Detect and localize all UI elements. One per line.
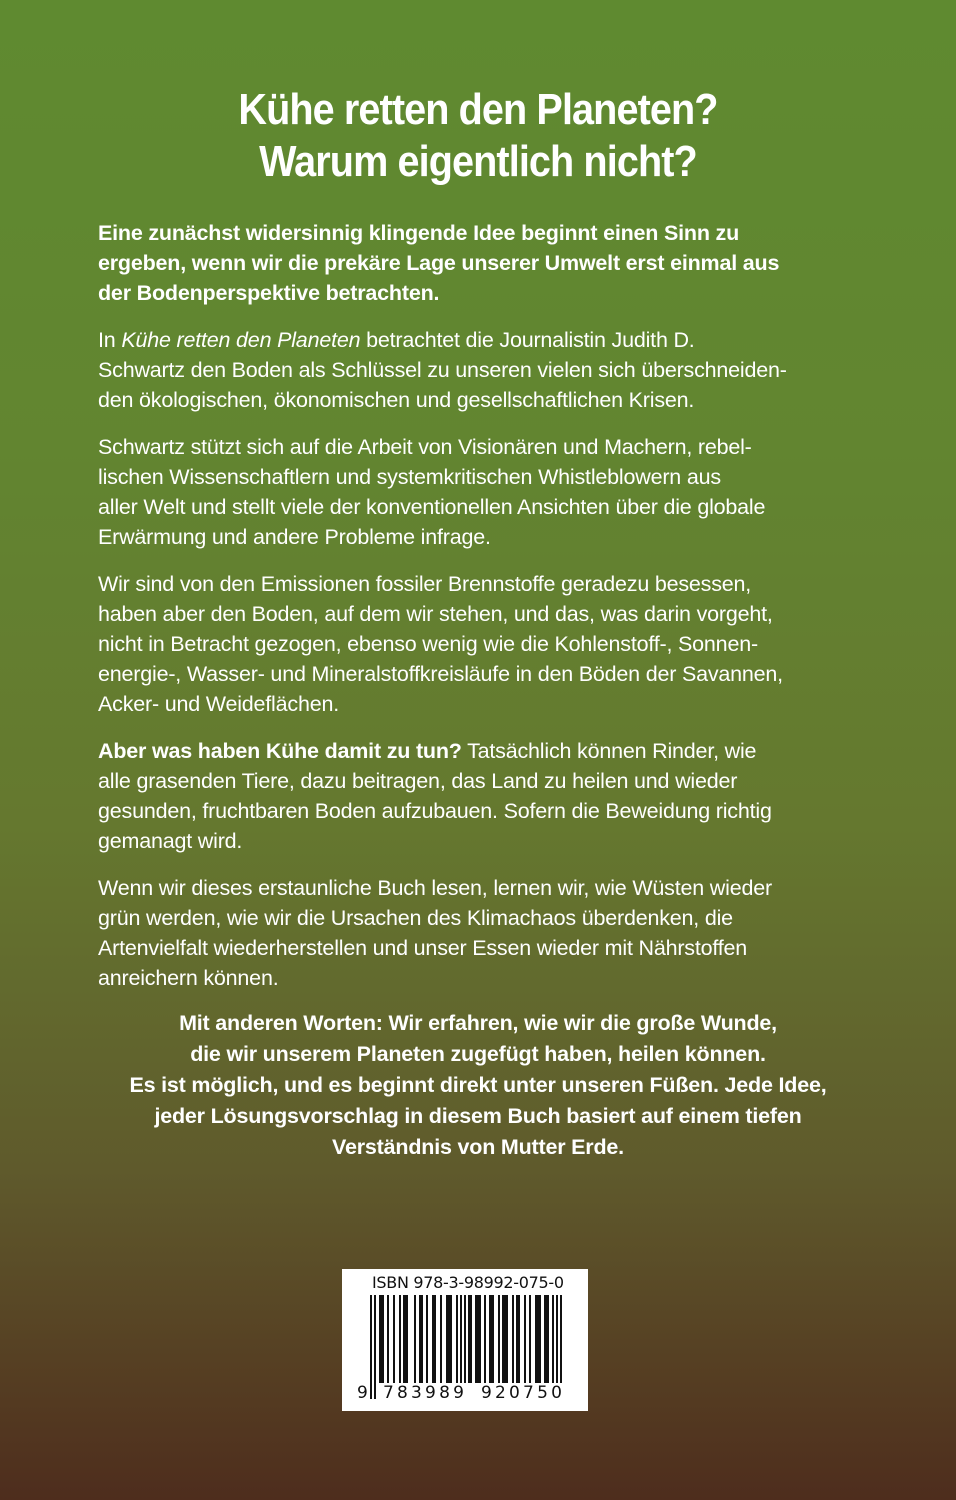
paragraph-line: Wir sind von den Emissionen fossiler Brennstoffe geradezu besessen, xyxy=(98,572,752,596)
paragraph-line: Schwartz stützt sich auf die Arbeit von Visionären und Machern, rebel- xyxy=(98,435,752,459)
headline-line-2: Warum eigentlich nicht? xyxy=(259,137,697,186)
paragraph-line: Acker- und Weideflächen. xyxy=(98,692,339,716)
paragraph-visionaries xyxy=(98,432,838,552)
text-span: In xyxy=(98,328,122,352)
paragraph-line: energie-, Wasser- und Mineralstoffkreisläufe in den Böden der Savannen, xyxy=(98,662,783,686)
paragraph-cows xyxy=(98,736,838,856)
lead-line: Eine zunächst widersinnig klingende Idee beginnt einen Sinn zu xyxy=(98,221,740,245)
closing-line: jeder Lösungsvorschlag in diesem Buch basiert auf einem tiefen xyxy=(154,1104,802,1128)
lead-line: der Bodenperspektive betrachten. xyxy=(98,281,440,305)
paragraph-line: haben aber den Boden, auf dem wir stehen, und das, was darin vorgeht, xyxy=(98,602,773,626)
cover-headline xyxy=(48,84,908,188)
paragraph-line: Wenn wir dieses erstaunliche Buch lesen, lernen wir, wie Wüsten wieder xyxy=(98,876,772,900)
paragraph-line: lischen Wissenschaftlern und systemkritischen Whistleblowern aus xyxy=(98,465,721,489)
paragraph-line: nicht in Betracht gezogen, ebenso wenig wie die Kohlenstoff-, Sonnen- xyxy=(98,632,758,656)
paragraph-line: alle grasenden Tiere, dazu beitragen, das Land zu heilen und wieder xyxy=(98,769,738,793)
barcode-digit-first: 9 xyxy=(357,1383,368,1403)
closing-line: Verständnis von Mutter Erde. xyxy=(332,1135,624,1159)
headline-line-1: Kühe retten den Planeten? xyxy=(238,85,718,134)
paragraph-line: aller Welt und stellt viele der konventionellen Ansichten über die globale xyxy=(98,495,766,519)
lead-paragraph xyxy=(98,218,838,308)
paragraph-line: gesunden, fruchtbaren Boden aufzubauen. Sofern die Beweidung richtig xyxy=(98,799,772,823)
paragraph-line: grün werden, wie wir die Ursachen des Klimachaos überdenken, die xyxy=(98,906,733,930)
paragraph-deserts xyxy=(98,873,838,993)
paragraph-line: Schwartz den Boden als Schlüssel zu unseren vielen sich überschneiden- xyxy=(98,358,787,382)
book-title-italic: Kühe retten den Planeten xyxy=(121,328,361,352)
paragraph-line xyxy=(98,736,838,766)
text-span: Tatsächlich können Rinder, wie xyxy=(461,739,757,763)
closing-line: die wir unserem Planeten zugefügt haben, heilen können. xyxy=(190,1042,766,1066)
blurb-body xyxy=(98,218,838,1010)
paragraph-line: Artenvielfalt wiederherstellen und unser Essen wieder mit Nährstoffen xyxy=(98,936,748,960)
paragraph-emissions xyxy=(98,569,838,719)
isbn-label: ISBN 978-3-98992-075-0 xyxy=(372,1273,564,1292)
paragraph-line: gemanagt wird. xyxy=(98,829,243,853)
barcode-digit-group-1: 783989 xyxy=(383,1383,468,1403)
lead-line: ergeben, wenn wir die prekäre Lage unserer Umwelt erst einmal aus xyxy=(98,251,780,275)
paragraph-line xyxy=(98,325,838,355)
isbn-barcode xyxy=(342,1269,588,1411)
closing-line: Mit anderen Worten: Wir erfahren, wie wir die große Wunde, xyxy=(179,1011,777,1035)
text-span: betrachtet die Journalistin Judith D. xyxy=(360,328,695,352)
paragraph-line: den ökologischen, ökonomischen und gesellschaftlichen Krisen. xyxy=(98,388,695,412)
barcode-digit-group-2: 920750 xyxy=(481,1383,566,1403)
paragraph-line: anreichern können. xyxy=(98,966,279,990)
paragraph-line: Erwärmung und andere Probleme infrage. xyxy=(98,525,491,549)
paragraph-author-intro xyxy=(98,325,838,415)
closing-line: Es ist möglich, und es beginnt direkt unter unseren Füßen. Jede Idee, xyxy=(129,1073,827,1097)
bold-question: Aber was haben Kühe damit zu tun? xyxy=(98,739,462,763)
closing-statement xyxy=(0,1008,956,1163)
